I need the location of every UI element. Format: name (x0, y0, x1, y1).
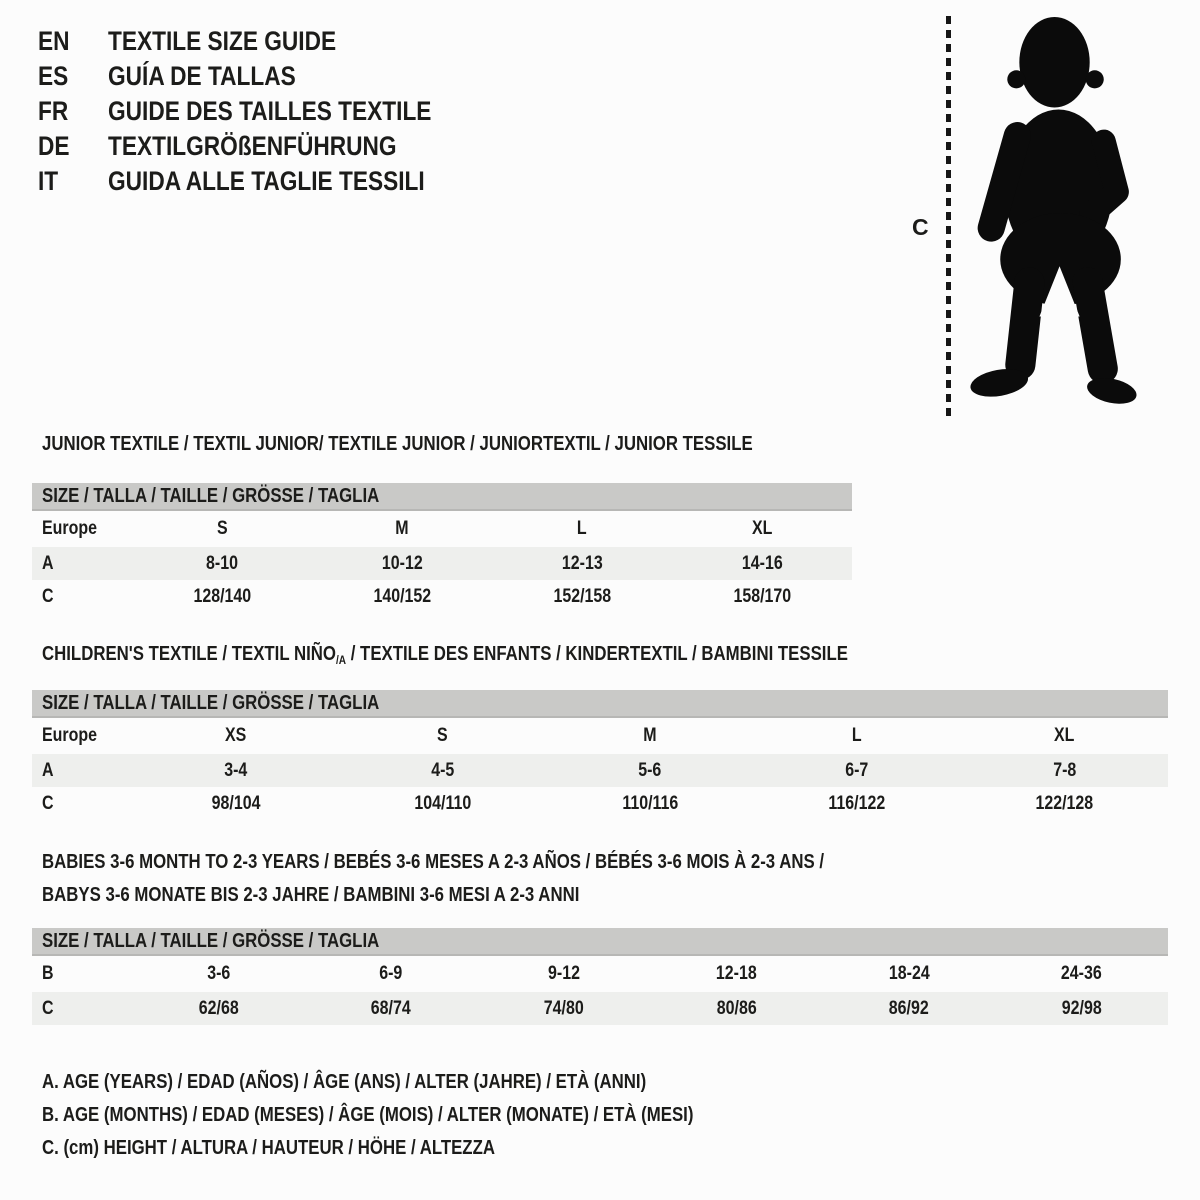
children-size-table (32, 690, 1168, 820)
babies-size-table (32, 928, 1168, 1025)
table-row-height (32, 580, 852, 613)
table-cell: 140/152 (373, 585, 431, 607)
junior-section-title: JUNIOR TEXTILE / TEXTIL JUNIOR/ TEXTILE JUNIOR / JUNIORTEXTIL / JUNIOR TESSILE (42, 433, 753, 455)
table-cell: 12-18 (715, 963, 757, 984)
language-row-de (38, 129, 493, 164)
size-header-bar: SIZE / TALLA / TAILLE / GRÖSSE / TAGLIA (32, 690, 1168, 718)
children-section-title: CHILDREN'S TEXTILE / TEXTIL $NIÑO_{/A}$ / TEXTILE DES ENFANTS / KINDERTEXTIL / BAMBINI TESSILE (42, 643, 848, 667)
nino-a-subscript: /A (335, 653, 347, 667)
row-label: C (42, 585, 54, 607)
size-header-bar: SIZE / TALLA / TAILLE / GRÖSSE / TAGLIA (32, 928, 1168, 956)
table-row-age-months (32, 956, 1168, 992)
language-label: GUIDE DES TAILLES TEXTILE (108, 96, 432, 126)
language-row-it (38, 164, 493, 199)
row-label: B (42, 963, 54, 984)
table-cell: 86/92 (889, 997, 929, 1019)
table-row-age (32, 754, 1168, 787)
table-cell: 158/170 (733, 585, 791, 607)
table-cell: 62/68 (198, 997, 239, 1019)
row-label: A (42, 759, 54, 781)
table-cell: 122/128 (1035, 792, 1094, 814)
language-label: GUÍA DE TALLAS (108, 61, 296, 91)
table-row-age (32, 547, 852, 580)
table-cell: 98/104 (211, 792, 261, 814)
language-label: TEXTILGRÖßENFÜHRUNG (108, 131, 397, 161)
table-cell: 7-8 (1052, 759, 1076, 781)
table-cell: 110/116 (622, 792, 678, 814)
row-label: A (42, 552, 54, 574)
table-cell: 74/80 (543, 997, 584, 1019)
language-code: EN (38, 26, 70, 56)
table-cell: 116/122 (828, 792, 886, 814)
table-cell: 18-24 (888, 963, 930, 984)
table-cell: 6-9 (379, 963, 403, 984)
table-cell: 9-12 (547, 963, 580, 984)
table-cell: L (852, 725, 863, 746)
table-cell: XL (1054, 725, 1075, 746)
table-cell: M (643, 725, 657, 746)
table-row-europe (32, 718, 1168, 754)
table-row-height (32, 787, 1168, 820)
table-cell: XS (224, 725, 247, 746)
language-list (38, 24, 493, 199)
footnote-a: A. AGE (YEARS) / EDAD (AÑOS) / ÂGE (ANS) / ALTER (JAHRE) / ETÀ (ANNI) (42, 1071, 647, 1093)
language-label: GUIDA ALLE TAGLIE TESSILI (108, 166, 425, 196)
table-cell: 104/110 (414, 792, 472, 814)
table-cell: 5-6 (638, 759, 662, 781)
table-cell: 6-7 (845, 759, 869, 781)
language-label: TEXTILE SIZE GUIDE (108, 26, 337, 56)
table-cell: 152/158 (553, 585, 611, 607)
table-cell: 3-4 (224, 759, 248, 781)
table-cell: S (437, 725, 449, 746)
table-cell: 8-10 (206, 552, 238, 574)
language-row-en (38, 24, 493, 59)
table-cell: 68/74 (371, 997, 411, 1019)
toddler-silhouette-icon (962, 15, 1140, 417)
table-cell: 14-16 (741, 552, 783, 574)
size-header-bar: SIZE / TALLA / TAILLE / GRÖSSE / TAGLIA (32, 483, 852, 511)
row-label: C (42, 792, 54, 814)
table-cell: 92/98 (1061, 997, 1102, 1019)
language-row-fr (38, 94, 493, 129)
table-row-height (32, 992, 1168, 1025)
table-cell: XL (751, 518, 773, 539)
babies-section-title: BABIES 3-6 MONTH TO 2-3 YEARS / BEBÉS 3-6 MESES A 2-3 AÑOS / BÉBÉS 3-6 MOIS À 2-3 ANS / BABYS 3-6 MONATE BIS 2-3 JAHRE / BAMBINI 3-6 MESI A 2-3 ANNI (42, 850, 825, 906)
junior-size-table (32, 483, 852, 613)
table-row-europe (32, 511, 852, 547)
height-measure-label: C (912, 214, 929, 240)
table-cell: S (216, 518, 228, 539)
row-label: Europe (42, 518, 97, 539)
language-code: ES (38, 61, 69, 91)
table-cell: 10-12 (381, 552, 423, 574)
table-cell: 24-36 (1061, 963, 1103, 984)
footnote-b: B. AGE (MONTHS) / EDAD (MESES) / ÂGE (MOIS) / ALTER (MONATE) / ETÀ (MESI) (42, 1104, 694, 1126)
table-cell: 4-5 (431, 759, 455, 781)
row-label: Europe (42, 725, 97, 746)
language-code: DE (38, 131, 70, 161)
table-cell: M (395, 518, 409, 539)
language-code: FR (38, 96, 69, 126)
language-row-es (38, 59, 493, 94)
table-cell: 80/86 (716, 997, 757, 1019)
language-code: IT (38, 166, 59, 196)
height-dashed-line (946, 16, 951, 416)
table-cell: 3-6 (206, 963, 230, 984)
legend-footnotes (42, 1066, 818, 1165)
table-cell: 12-13 (561, 552, 603, 574)
table-cell: L (577, 518, 587, 539)
row-label: C (42, 997, 54, 1019)
footnote-c: C. (cm) HEIGHT / ALTURA / HAUTEUR / HÖHE / ALTEZZA (42, 1137, 495, 1159)
table-cell: 128/140 (193, 585, 251, 607)
